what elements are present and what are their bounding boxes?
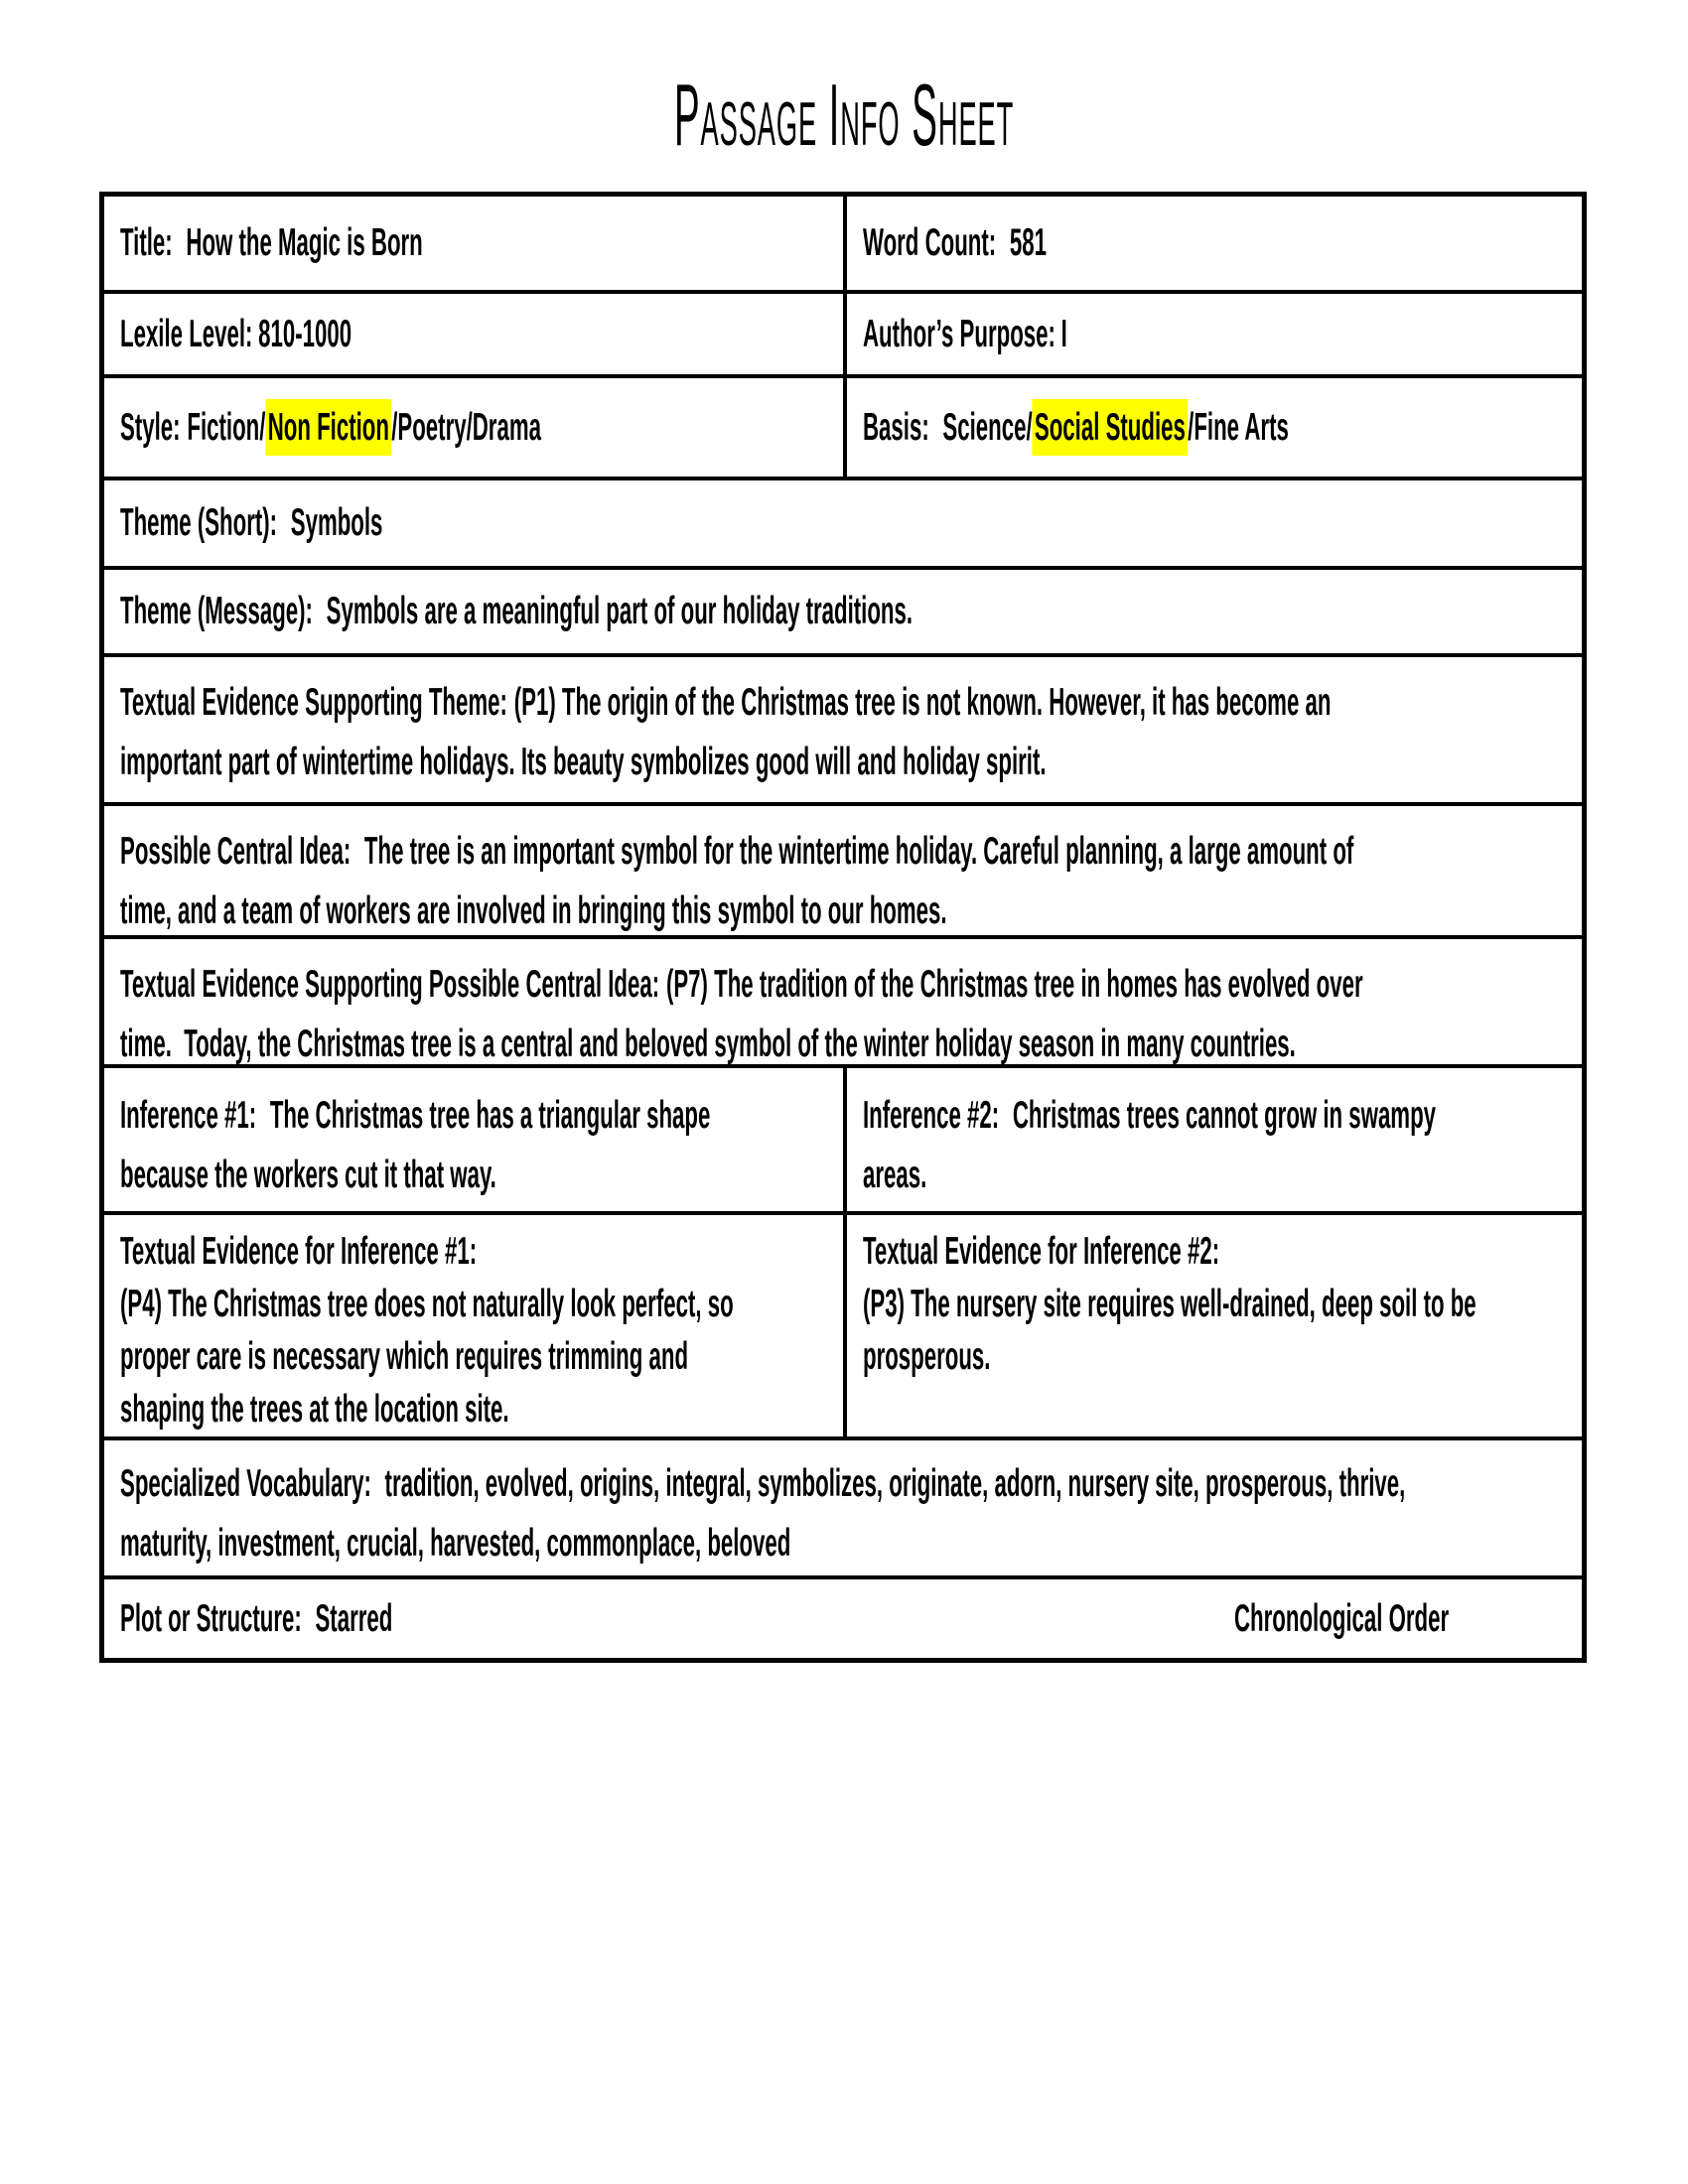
inference-2-text xyxy=(863,1086,1436,1205)
title-value: How the Magic is Born xyxy=(186,221,423,264)
authors-purpose-label: Author’s Purpose: xyxy=(863,312,1056,355)
inference-1-evidence-line1: (P4) The Christmas tree does not naturally look perfect, so xyxy=(120,1283,734,1325)
theme-evidence-value-1: (P1) The origin of the Christmas tree is not known. However, it has become an xyxy=(513,681,1332,724)
field-inference-2-evidence xyxy=(847,1215,1582,1436)
inference-2-line2: areas. xyxy=(863,1154,927,1196)
inference-1-line1 xyxy=(120,1086,710,1146)
basis-pre: Science/ xyxy=(942,405,1034,449)
inference-2-evidence-line2: prosperous. xyxy=(863,1335,991,1378)
style-highlighted: Non Fiction xyxy=(265,399,391,456)
word-count-label: Word Count: xyxy=(863,221,997,264)
theme-short-text xyxy=(120,493,382,553)
lexile-text xyxy=(120,305,352,364)
field-title xyxy=(104,197,847,290)
row-title-wordcount xyxy=(104,197,1582,290)
inference-2-label: Inference #2: xyxy=(863,1094,1000,1137)
central-idea-evidence-line2: time. Today, the Christmas tree is a central and beloved symbol of the winter holiday season in many countries. xyxy=(120,1023,1296,1065)
authors-purpose-value: I xyxy=(1061,312,1068,355)
style-pre: Fiction/ xyxy=(187,405,266,449)
inference-1-line2: because the workers cut it that way. xyxy=(120,1154,496,1196)
central-idea-evidence-text xyxy=(120,955,1363,1074)
theme-evidence-line1 xyxy=(120,673,1331,733)
row-style-basis xyxy=(104,374,1582,477)
style-label: Style: xyxy=(120,405,181,449)
basis-highlighted: Social Studies xyxy=(1033,399,1189,456)
inference-2-evidence-line1: (P3) The nursery site requires well-drained, deep soil to be xyxy=(863,1283,1477,1325)
info-table xyxy=(99,192,1587,1663)
field-theme-short xyxy=(104,477,1582,566)
central-idea-line2: time, and a team of workers are involved in bringing this symbol to our homes. xyxy=(120,889,947,932)
field-inference-1-evidence xyxy=(104,1215,847,1436)
central-idea-line1 xyxy=(120,822,1353,882)
vocabulary-line2: maturity, investment, crucial, harvested, commonplace, beloved xyxy=(120,1522,791,1565)
plot-structure-text xyxy=(120,1589,392,1649)
theme-short-value: Symbols xyxy=(290,501,383,544)
inference-1-evidence-line2: proper care is necessary which requires trimming and xyxy=(120,1335,689,1378)
vocabulary-text xyxy=(120,1454,1405,1573)
central-idea-evidence-value-1: (P7) The tradition of the Christmas tree in homes has evolved over xyxy=(665,963,1363,1006)
inference-2-value-1: Christmas trees cannot grow in swampy xyxy=(1013,1094,1437,1137)
central-idea-evidence-line1 xyxy=(120,955,1363,1015)
title-text xyxy=(120,213,423,273)
central-idea-text xyxy=(120,822,1353,941)
word-count-value: 581 xyxy=(1010,221,1048,264)
theme-evidence-text xyxy=(120,673,1331,792)
theme-evidence-line2: important part of wintertime holidays. Its beauty symbolizes good will and holiday spirit. xyxy=(120,741,1047,783)
basis-post: /Fine Arts xyxy=(1188,405,1290,449)
plot-structure-value: Starred xyxy=(315,1596,393,1640)
theme-message-label: Theme (Message): xyxy=(120,590,313,632)
inference-1-evidence-line3: shaping the trees at the location site. xyxy=(120,1388,509,1431)
lexile-value: 810-1000 xyxy=(258,312,352,355)
field-theme-evidence xyxy=(104,653,1582,802)
field-style xyxy=(104,378,847,477)
page-title: Passage Info Sheet xyxy=(673,66,1015,164)
field-central-idea-evidence xyxy=(104,935,1582,1064)
row-lexile-purpose xyxy=(104,290,1582,374)
page-title-container xyxy=(0,66,1688,164)
inference-2-line1 xyxy=(863,1086,1436,1146)
field-vocabulary xyxy=(104,1436,1582,1575)
theme-evidence-label: Textual Evidence Supporting Theme: xyxy=(120,681,507,724)
inference-2-evidence-text xyxy=(863,1225,1477,1383)
field-inference-2 xyxy=(847,1068,1582,1211)
inference-1-value-1: The Christmas tree has a triangular shape xyxy=(269,1094,711,1137)
lexile-label: Lexile Level: xyxy=(120,312,253,355)
inference-1-evidence-text xyxy=(120,1225,734,1435)
style-text xyxy=(120,398,541,458)
field-lexile xyxy=(104,294,847,374)
style-post: /Poetry/Drama xyxy=(391,405,541,449)
vocabulary-line1 xyxy=(120,1454,1405,1514)
inference-1-text xyxy=(120,1086,710,1205)
field-theme-message xyxy=(104,566,1582,653)
theme-short-label: Theme (Short): xyxy=(120,501,278,544)
theme-message-text xyxy=(120,582,913,641)
vocabulary-value-1: tradition, evolved, origins, integral, symbolizes, originate, adorn, nursery site, prosperous, thrive, xyxy=(384,1462,1406,1505)
central-idea-evidence-label: Textual Evidence Supporting Possible Central Idea: xyxy=(120,963,660,1006)
field-authors-purpose xyxy=(847,294,1582,374)
central-idea-value-1: The tree is an important symbol for the wintertime holiday. Careful planning, a large amount of xyxy=(363,830,1354,873)
title-label: Title: xyxy=(120,221,173,264)
theme-message-value: Symbols are a meaningful part of our holiday traditions. xyxy=(326,590,914,632)
word-count-text xyxy=(863,213,1047,273)
field-plot-structure xyxy=(104,1575,1582,1658)
plot-structure-order: Chronological Order xyxy=(1234,1596,1450,1640)
field-basis xyxy=(847,378,1582,477)
basis-text xyxy=(863,398,1289,458)
field-inference-1 xyxy=(104,1068,847,1211)
authors-purpose-text xyxy=(863,305,1067,364)
row-inferences xyxy=(104,1064,1582,1211)
row-inference-evidence xyxy=(104,1211,1582,1436)
inference-1-evidence-label: Textual Evidence for Inference #1: xyxy=(120,1230,478,1273)
field-word-count xyxy=(847,197,1582,290)
field-central-idea xyxy=(104,802,1582,935)
central-idea-label: Possible Central Idea: xyxy=(120,830,352,873)
vocabulary-label: Specialized Vocabulary: xyxy=(120,1462,371,1505)
basis-label: Basis: xyxy=(863,405,930,449)
inference-1-label: Inference #1: xyxy=(120,1094,257,1137)
plot-structure-label: Plot or Structure: xyxy=(120,1596,302,1640)
inference-2-evidence-label: Textual Evidence for Inference #2: xyxy=(863,1230,1220,1273)
